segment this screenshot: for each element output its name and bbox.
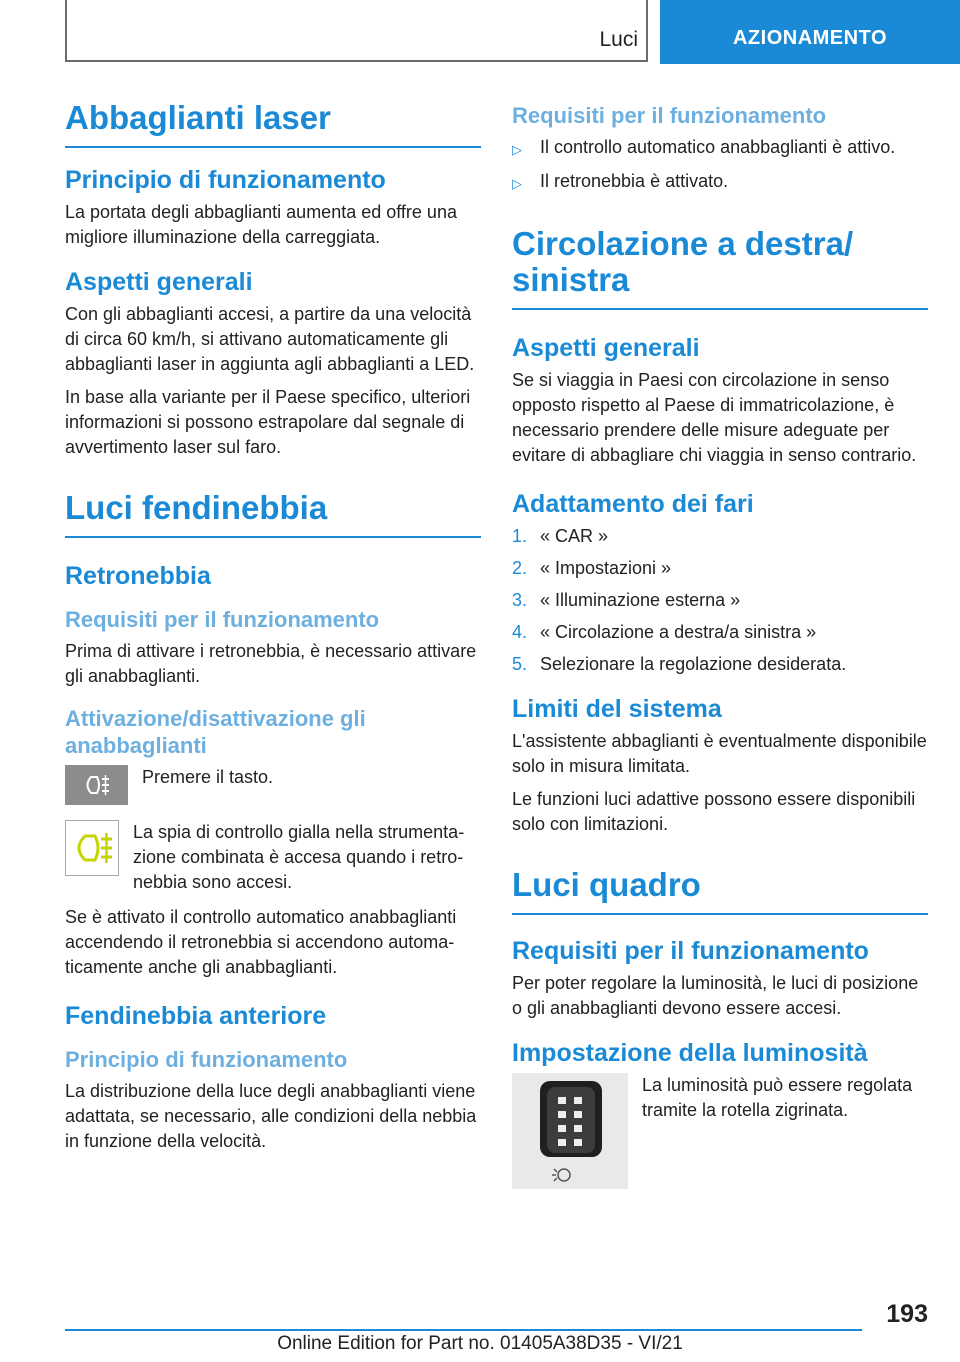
req-bullet-list — [512, 135, 928, 196]
headlight-heading: Adattamento dei fari — [512, 490, 754, 518]
left-column — [65, 100, 481, 1162]
rear-fog-indicator-icon — [65, 820, 119, 881]
laser-general-heading: Aspetti generali — [65, 268, 253, 296]
dash-title: Luci quadro — [512, 867, 928, 915]
rear-req-text: Prima di attivare i retronebbia, è necessario attivare gli anabbaglianti. — [65, 641, 477, 686]
rear-fog-button-icon — [65, 765, 128, 810]
brightness-row — [512, 1073, 928, 1194]
laser-general-text-2: In base alla variante per il Paese specifico, ulteriori informazioni si possono estrapolare dal segnale di avvertimento laser sul faro. — [65, 387, 471, 457]
rear-fog-heading: Retronebbia — [65, 562, 211, 590]
indicator-text: La spia di controllo gialla nella strumentazione combinata è accesa quando i retronebbia sono accesi. — [133, 822, 465, 892]
right-column — [512, 100, 928, 1204]
front-fog-heading: Fendinebbia anteriore — [65, 1002, 327, 1030]
laser-principle-text: La portata degli abbaglianti aumenta ed offre una migliore illuminazione della carreggiata. — [65, 202, 457, 247]
press-button-text: Premere il tasto. — [142, 767, 274, 787]
laser-principle-heading: Principio di funzionamento — [65, 166, 386, 194]
list-item: ▷ Il controllo automatico anabbaglianti è attivo. — [512, 135, 928, 162]
list-item: 1. « CAR » — [512, 526, 609, 546]
triangle-bullet-icon: ▷ — [512, 142, 522, 157]
press-button-row — [65, 765, 481, 810]
front-principle-text: La distribuzione della luce degli anabbaglianti viene adattata, se necessario, alle condizioni della nebbia in funzione della velocità. — [65, 1081, 477, 1151]
list-item: 3. « Illuminazione esterna » — [512, 590, 741, 610]
footer-divider — [65, 1329, 862, 1331]
auto-lowbeam-text: Se è attivato il controllo automatico anabbaglianti accendendo il retronebbia si accendono automaticamente anche gli anabbaglianti. — [65, 907, 457, 977]
front-principle-heading: Principio di funzionamento — [65, 1047, 348, 1072]
limits-text-2: Le funzioni luci adattive possono essere disponibili solo con limitazioni. — [512, 789, 916, 834]
indicator-row — [65, 820, 481, 895]
footer-edition: Online Edition for Part no. 01405A38D35 - VI/21 — [277, 1333, 683, 1354]
brightness-heading: Impostazione della luminosità — [512, 1039, 868, 1067]
req-heading: Requisiti per il funzionamento — [512, 103, 827, 128]
page-number: 193 — [886, 1300, 928, 1328]
brightness-text: La luminosità può essere regolata tramite la rotella zigrinata. — [642, 1075, 913, 1120]
rear-req-heading: Requisiti per il funzionamento — [65, 607, 380, 632]
steps-list — [512, 524, 928, 677]
dash-req-heading: Requisiti per il funzionamento — [512, 937, 869, 965]
list-item: 5. Selezionare la regolazione desiderata. — [512, 654, 847, 674]
thumbwheel-image — [512, 1073, 628, 1194]
triangle-bullet-icon: ▷ — [512, 176, 522, 191]
list-item: ▷ Il retronebbia è attivato. — [512, 169, 928, 196]
list-item: 4. « Circolazione a destra/a sinistra » — [512, 622, 817, 642]
list-item: 2. « Impostazioni » — [512, 558, 672, 578]
traffic-title: Circolazione a destra/ sinistra — [512, 226, 928, 310]
header-section-title: Luci — [599, 28, 638, 51]
rear-onoff-heading: Attivazione/disattivazione gli anabbaglianti — [65, 706, 366, 758]
header-frame — [65, 0, 648, 62]
traffic-general-heading: Aspetti generali — [512, 334, 700, 362]
dash-req-text: Per poter regolare la luminosità, le luci di posizione o gli anabbaglianti devono essere accesi. — [512, 973, 919, 1018]
laser-title: Abbaglianti laser — [65, 100, 481, 148]
limits-text-1: L'assistente abbaglianti è eventualmente disponibile solo in misura limitata. — [512, 731, 927, 776]
traffic-general-text: Se si viaggia in Paesi con circolazione in senso opposto rispetto al Paese di immatricolazione, è necessario prendere delle misure adeguate per evitare di abbagliare chi viaggia in senso contrario. — [512, 370, 917, 465]
fog-title: Luci fendinebbia — [65, 490, 481, 538]
laser-general-text-1: Con gli abbaglianti accesi, a partire da una velocità di circa 60 km/h, si attivano automaticamente gli abbaglianti laser in aggiunta agli abbaglianti a LED. — [65, 304, 475, 374]
limits-heading: Limiti del sistema — [512, 695, 722, 723]
header-chapter-tab: AZIONAMENTO — [660, 0, 960, 64]
